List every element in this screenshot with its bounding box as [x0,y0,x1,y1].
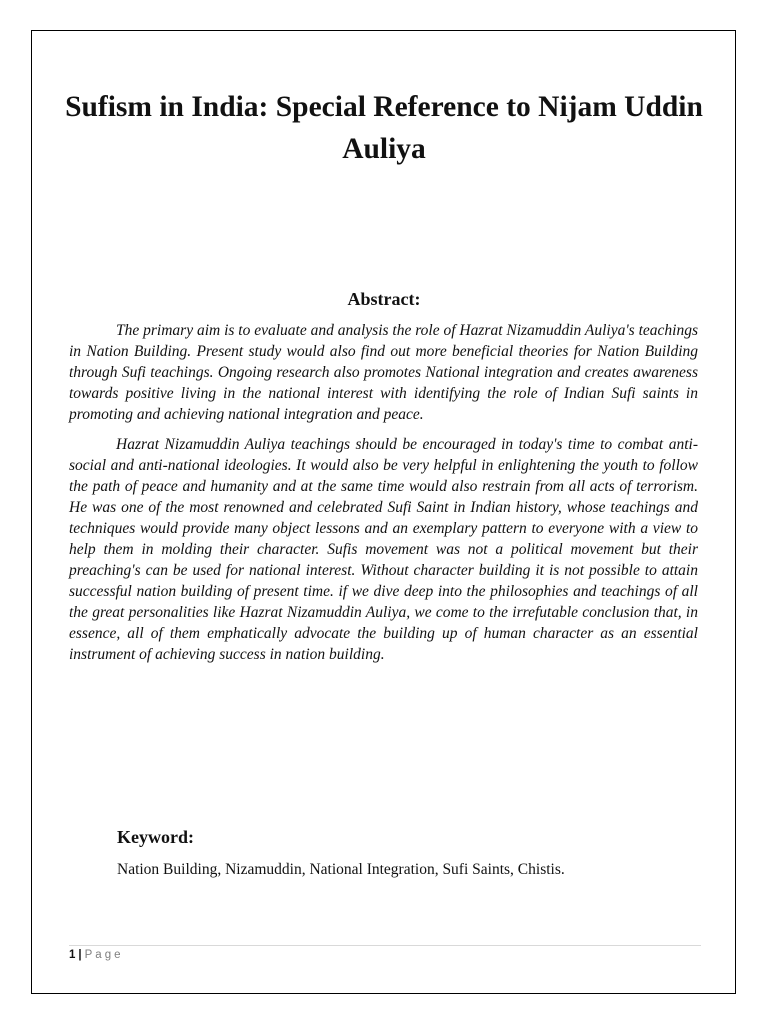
keyword-list: Nation Building, Nizamuddin, National Integration, Sufi Saints, Chistis. [117,861,565,878]
page-separator: | [78,949,82,961]
abstract-body [69,320,698,674]
footer-divider [69,945,701,946]
abstract-heading: Abstract: [347,289,421,309]
abstract-paragraph-1: The primary aim is to evaluate and analysis the role of Hazrat Nizamuddin Auliya's teachings in Nation Building. Present study would also find out more beneficial theories for Nation Building through Sufi teachings. Ongoing research also promotes National integration and creates awareness towards positive living in the national interest with identifying the role of Indian Sufi saints in promoting and achieving national integration and peace. [69,322,698,423]
abstract-paragraph-2: Hazrat Nizamuddin Auliya teachings should be encouraged in today's time to combat anti-social and anti-national ideologies. It would also be very helpful in enlightening the youth to follow the path of peace and humanity and at the same time would also restrain from all acts of terrorism. He was one of the most renowned and celebrated Sufi Saint in Indian history, whose teachings and techniques would provide many object lessons and an exemplary pattern to everyone with a view to help them in molding their character. Sufis movement was not a political movement but their preaching's can be used for national interest. Without character building it is not possible to attain successful nation building of present time. if we dive deep into the philosophies and teachings of all the great personalities like Hazrat Nizamuddin Auliya, we come to the irrefutable conclusion that, in essence, all of them emphatically advocate the building up of human character as an essential instrument of achieving success in nation building. [69,436,698,663]
page-footer [69,947,123,963]
page-label: Page [84,949,124,961]
document-title: Sufism in India: Special Reference to Nijam Uddin Auliya [65,91,703,165]
keyword-heading: Keyword: [117,827,194,847]
page-number: 1 [69,949,76,961]
